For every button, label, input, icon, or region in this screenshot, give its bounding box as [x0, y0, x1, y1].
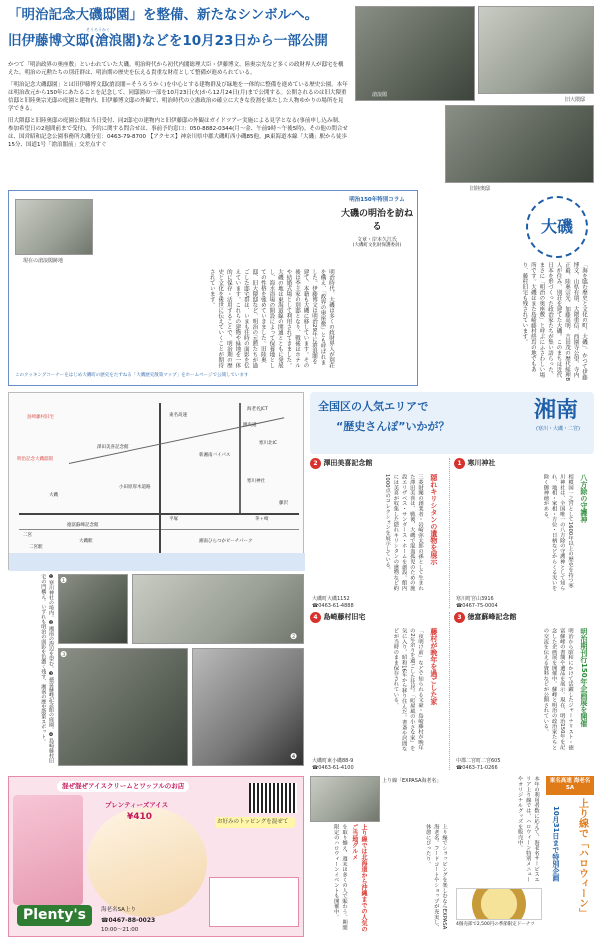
spot-tagline: 明治期刊行150年企画展を開催	[579, 628, 588, 727]
spot-toson	[310, 612, 450, 770]
column-header	[341, 197, 413, 250]
headline	[8, 6, 348, 50]
oiso-badge	[526, 196, 588, 258]
plentys-banner: 混ぜ混ぜアイスクリームとワッフルのお店	[57, 781, 189, 792]
spot-tel: ☎0463-61-4888	[312, 603, 354, 609]
spot-name: 島崎藤村旧宅	[323, 613, 366, 621]
spot-body: 三菱財閥の創業者・岩崎弥太郎の孫として生まれた澤田美喜は、戦後、大磯で混血孤児のための施設エリザベス・サンダース・ホームを創設。館内には美喜が収集した隠れキリシタンの遺物など約1000点のコレクションを展示している。	[384, 474, 423, 591]
column-body: 明治時代、大磯は多くの政財界人が別荘を構え、「政界の奥座敷」とも呼ばれました。伊藤博文は明治29年に滄浪閣を建て、本籍も大磯に移しています。その後は李王家の別邸となり、戦後はホテルや結婚式場として利用されてきました。大磯の地は東海道線の開通とともに発展し、海水浴場の開設によって保養地としての性格を強めていきました。旧陸奥邸、旧大隈邸など、明治の元勲たちが過ごした邸宅群は、いまも往時の面影を伝えています。これらの建物や緑地を一体的に保存・活用することで、明治期の歴史と文化を後世に伝えていくことが期待されています。	[208, 269, 334, 368]
shonan-title-line1: 全国区の人気エリアで	[318, 400, 429, 413]
spot-body: 「夜明け前」などで知られる文豪・島崎藤村が晩年の2年余りを過ごした住居。「町屋風の小さな家」を気に入り、昭和16年から移り住んだ。書斎や居間などが当時のまま保存されている。	[392, 628, 423, 752]
plentys-map-box	[209, 877, 299, 927]
headline-ruby: そうろうかく	[86, 27, 110, 32]
shonan-title-line2: “歴史さんぽ”いかが？	[336, 420, 450, 433]
caption-okuma: 旧大隈邸	[565, 97, 586, 103]
map-label-chigasaki: 茅ヶ崎	[255, 517, 269, 522]
map-label-kenodo: 圏央道	[243, 423, 257, 428]
headline-line2: 旧伊藤博文邸(滄浪閣)などを10月23日から一部公開	[8, 33, 328, 50]
spot-body: 相模国一之宮として1600年以上の歴史を持つ寒川神社は、全国唯一の八方除の守護神として知られ、地相・家相・方位・日柄などからくる災いを除く御神徳がある。	[542, 474, 573, 591]
expasa-photo	[310, 776, 380, 822]
spot-number: 3	[454, 612, 465, 623]
map-label-tomei: 東名高速	[169, 413, 187, 418]
intro-p2: 「明治記念大磯邸園」とは旧伊藤博文邸(滄浪閣＝そうろうかく)を中心とする建物群及び緑地を一体的に整備を進めている歴史公園。本年は明治改元から150年にあたることを記念して、同邸園の一部を10月23日(火)から12月24日(月)まで公開する。公開されるのは旧大隈重信邸と旧陸奥宗光邸の庭園と建物内、旧伊藤博文邸の外観で、明治時代の立憲政治の確立に大きな役割を果たした人物ゆかりの場所を見学できる。	[8, 81, 348, 112]
map-label-samukawa: 寒川神社	[247, 479, 265, 484]
headline-line1: 「明治記念大磯邸園」を整備、新たなシンボルへ。	[8, 7, 319, 23]
column-footnote: このクッキングコーナーをはじめ大磯町の歴史をたずねる「大磯歴史散策マップ」をホームページで公開しています	[15, 373, 249, 378]
map-label-ebina: 海老名JCT	[247, 407, 268, 412]
expasa-body2: を取り揃え、週末は多くの人で賑わう。期間限定のハロウィーンイベントも開催中。	[332, 824, 347, 930]
intro-p3: 旧大隈邸と旧陸奥邸の庭園公開は当日受付、同2邸宅の建物内と旧伊藤邸の外観はガイドツアー実施による見学となる(事前申し込み制、参加希望日の2週間前まで受付)。予約に関する問合せは、事前予約窓口：050-8882-0344(月〜金、午前9時〜午後5時)。その他の問合せは、国営昭和記念公園事務所大磯分室：0463-79-8700 【アクセス】神奈川県中郡大磯町西小磯85他。JR東海道本線「大磯」駅から徒歩15分、国道1号「滄浪閣前」交差点すぐ	[8, 117, 348, 148]
photo-2	[132, 574, 304, 644]
column-box	[8, 190, 418, 386]
column-author-note: (大磯町文化財保護委員)	[352, 243, 402, 249]
map-area	[8, 392, 304, 570]
plentys-tel: ☎0467-88-0023	[101, 917, 156, 924]
caption-soroukaku: 滄浪閣	[372, 92, 388, 98]
plentys-photo-left	[13, 795, 83, 905]
column-body-right	[101, 199, 333, 265]
oiso-badge-body: 「海を臨む歴史と文化の町、大磯」。かつて伊藤博文、山県有朋、大隈重信、西園寺公望、寺内正毅、陸奥宗光、加藤高明、吉田茂の歴代総理8人が住み、別荘を建てた大磯。このまちは近代日本を形づくった政治家たちが集い語らった、まさに「明治の奥座敷」と呼ぶにふさわしい場所です。大磯はまた島崎藤村終焉の地でもあり、藤村旧宅も残されています。	[521, 262, 587, 381]
caption-mutsu: 旧陸奥邸	[470, 186, 491, 192]
column-title: 大磯の明治を訪ねる	[341, 209, 414, 232]
plentys-note: お好みのトッピングを混ぜて	[215, 817, 295, 828]
expasa-highlight: 上り線では北海道から沖縄までの人気のご当地グルメ	[350, 824, 367, 932]
map-label-oiso: 大磯	[49, 493, 58, 498]
photo-2-num: ❷	[290, 632, 298, 641]
plentys-qr	[249, 783, 297, 813]
photo-1	[58, 574, 128, 644]
nexco-body: 本年の利用者数に応えて、海老名サービスエリア上り線では、ハロウィーン特別メニューやオリジナルグッズを販売中。	[516, 776, 539, 882]
spot-tokutomi	[454, 612, 594, 770]
spot-name: 寒川神社	[467, 459, 496, 467]
map-label-beachpark: 湘南ひらつかビーチパーク	[199, 539, 253, 544]
spot-tel: ☎0467-75-0004	[456, 603, 498, 609]
spot-sawada	[310, 458, 450, 608]
nexco-title: 上り線で「ハロウィーン」	[576, 798, 588, 918]
spot-tagline: 八方除の守護神	[579, 474, 588, 523]
plentys-address: 海老名SA上り	[101, 907, 136, 913]
plentys-hours: 10:00〜21:00	[101, 927, 139, 933]
map-label-samukawa-ic: 寒川北IC	[259, 441, 277, 446]
plentys-photo-center	[87, 807, 207, 917]
photo-1-num: ❶	[60, 576, 68, 585]
photo-3	[58, 648, 188, 766]
photo-3-num: ❸	[60, 650, 68, 659]
oiso-badge-area	[422, 190, 594, 386]
nexco-photo	[456, 888, 542, 920]
ad-nexco	[454, 776, 594, 937]
photo-okuma	[478, 6, 594, 94]
ad-expasa	[310, 776, 450, 937]
photo-4	[192, 648, 304, 766]
spot-name: 徳富蘇峰記念館	[467, 613, 517, 621]
spot-samukawa	[454, 458, 594, 608]
spot-addr: 中郡二宮町二宮605	[456, 758, 501, 764]
photo-mutsu	[445, 105, 594, 183]
column-author: 文章・岸本久江氏	[356, 236, 397, 243]
map-label-teien: 明治記念大磯邸園	[17, 457, 53, 462]
nexco-product-caption: 4個売部で2,500円の季節限定ドーナツ	[456, 922, 535, 927]
ad-plentys	[8, 776, 304, 937]
spot-tagline: 隠れキリシタンの遺物を展示	[429, 474, 438, 565]
plentys-price: ¥410	[127, 812, 153, 822]
map-label-sawada: 澤田美喜記念館	[97, 445, 129, 450]
expasa-caption: 上り線「EXPASA海老名」	[382, 778, 442, 784]
plentys-brand: Plenty's	[17, 905, 92, 926]
spot-number: 1	[454, 458, 465, 469]
map-label-oiso-st: 大磯駅	[79, 539, 93, 544]
expasa-body1: 上り線でショッピングを楽しむならEXPASA海老名。フードコートやショップが充実し、休憩にぴったり。	[424, 824, 447, 930]
map-label-odawara: 小田原厚木道路	[119, 485, 151, 490]
map-label-tokutomi: 徳富蘇峰記念館	[67, 523, 99, 528]
shonan-header	[310, 392, 594, 454]
spot-tel: ☎0463-61-4100	[312, 765, 354, 771]
spot-number: 2	[310, 458, 321, 469]
map-label-fujisawa: 藤沢	[279, 501, 288, 506]
spot-number: 4	[310, 612, 321, 623]
spot-addr: 寒川町宮山3916	[456, 596, 494, 602]
nexco-date: 10月31日まで特別企画	[551, 806, 560, 882]
photo-soroukaku	[355, 6, 475, 101]
nexco-badge: 東名高速 海老名SA	[546, 776, 594, 795]
spot-addr: 大磯町大磯1152	[312, 596, 350, 602]
oiso-badge-label: 大磯	[540, 217, 573, 237]
map-label-hiratsuka: 平塚	[169, 517, 178, 522]
map-label-ninomiya: 二宮	[23, 533, 32, 538]
spot-body: 明治から昭和にかけて活躍したジャーナリスト・徳富蘇峰の書簡や遺品を展示。現在、明治150年を記念した企画展を開催中。蘇峰と明治の政治家たちとの交流を伝える資料などが公開されている。	[542, 628, 573, 750]
spot-tagline: 藤村が晩年を過ごした家	[429, 628, 438, 705]
shonan-region-sub: (寒川・大磯・二宮)	[536, 426, 580, 432]
map-label-ninomiya-st: 二宮駅	[29, 545, 43, 550]
shonan-region: 湘南	[534, 397, 579, 423]
spot-name: 澤田美喜記念館	[323, 459, 373, 467]
column-photo	[15, 199, 93, 255]
map-label-toson: 島崎藤村旧宅	[27, 415, 54, 420]
spot-tel: ☎0463-71-0266	[456, 765, 498, 771]
shonan-left-note: ❶寒川神社の境内。❷湘南の海辺を望む。❸徳富蘇峰記念館の庭園。❹島崎藤村旧宅の門構え。いずれも明治の面影を色濃く残す、湘南の歴史散策スポット。	[40, 574, 54, 763]
photo-4-num: ❹	[290, 752, 298, 761]
spot-addr: 大磯町東小磯88-9	[312, 758, 354, 764]
map-label-shinshonan: 新湘南バイパス	[199, 453, 231, 458]
column-header-label: 明治150年特別コラム	[349, 197, 405, 203]
plentys-product: プレンティーズアイス	[105, 801, 169, 809]
intro-block	[8, 62, 348, 150]
column-photo-caption: 現在の滄浪閣跡地	[23, 258, 64, 264]
intro-p1: かつて「明治政界の奥座敷」といわれていた大磯。明治時代から初代内閣総理大臣・伊藤博文、陸奥宗光など多くの政財界人が邸宅を構えた。明治の元勲たちの別荘群は、明治期の歴史を伝える貴重な財産として整備が進められている。	[8, 62, 344, 76]
